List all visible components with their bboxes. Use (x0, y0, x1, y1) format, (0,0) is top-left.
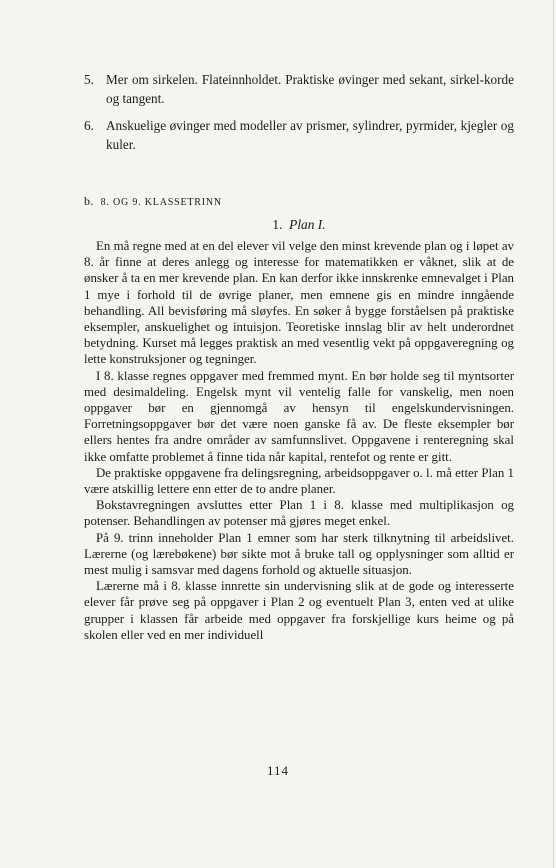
list-item (84, 70, 514, 108)
paragraph: Lærerne må i 8. klasse innrette sin undervisning slik at de gode og interesserte elever får prøve seg på oppgaver i Plan 2 og eventuelt Plan 3, enten ved at ulike grupper i klassen får arbeide med oppgaver fra forskjellige kurs heime og på skolen eller ved en mer individuell (84, 579, 514, 642)
paragraph: De praktiske oppgavene fra delingsregning, arbeidsoppgaver o. l. må etter Plan 1 være atskillig lettere enn etter de to andre planer. (84, 465, 514, 497)
subsection-heading (84, 217, 514, 233)
paragraph: På 9. trinn inneholder Plan 1 emner som har sterk tilknytning til arbeidslivet. Lærerne (og lærebøkene) bør sikte mot å bruke tall og opplysninger som alltid er mest mulig i samsvar med dagens forhold og aktuelle situasjon. (84, 530, 514, 578)
subsection-number: 1. (272, 217, 283, 232)
page-body (84, 70, 514, 643)
subsection-title: Plan I. (289, 217, 326, 232)
list-text: Mer om sirkelen. Flateinnholdet. Praktiske øvinger med sekant, sirkel-korde og tangent. (106, 72, 514, 106)
page-number: 114 (266, 763, 290, 778)
paragraph: En må regne med at en del elever vil velge den minst krevende plan og i løpet av 8. år finne at deres anlegg og interesse for matematikken er våknet, slik at de ønsker å ta en mer krevende plan. En kan derfor ikke innskrenke emnevalget i Plan 1 mye i forhold til de øvrige planer, men emnene gis en mindre inngående behandling. All bevisføring må sløyfes. En søker å bygge forståelsen på praktiske eksempler, anskuelighet og intuisjon. Teoretiske innslag blir av helt underordnet betydning. Kurset må legges praktisk an med vesentlig vekt på oppgaveregning og lette konstruksjoner og tegninger. (84, 239, 514, 367)
section-title: 8. OG 9. KLASSETRINN (100, 197, 222, 208)
section-letter: b. (84, 194, 94, 208)
paragraph: I 8. klasse regnes oppgaver med fremmed mynt. En bør holde seg til myntsorter med desimaldeling. Engelsk mynt vil ventelig falle for vanskelig, men noen oppgaver bør en gjennomgå av hensyn til engelskundervisningen. Forretningsoppgaver bør det være noen ganske få av. De fleste eksempler bør ellers hentes fra andre områder av samfunnslivet. Oppgavene i renteregning skal ikke omfatte problemet å finne tida når kapital, rentefot og rente er gitt. (84, 368, 514, 464)
list-number: 5. (84, 72, 94, 87)
paragraph: Bokstavregningen avsluttes etter Plan 1 i 8. klasse med multiplikasjon og potenser. Behandlingen av potenser må gjøres meget enkel. (84, 498, 514, 529)
list-text: Anskuelige øvinger med modeller av prismer, sylindrer, pyrmider, kjegler og kuler. (106, 118, 514, 152)
page-edge (553, 0, 554, 868)
list-item (84, 116, 514, 154)
section-heading (84, 194, 514, 209)
list-number: 6. (84, 118, 94, 133)
